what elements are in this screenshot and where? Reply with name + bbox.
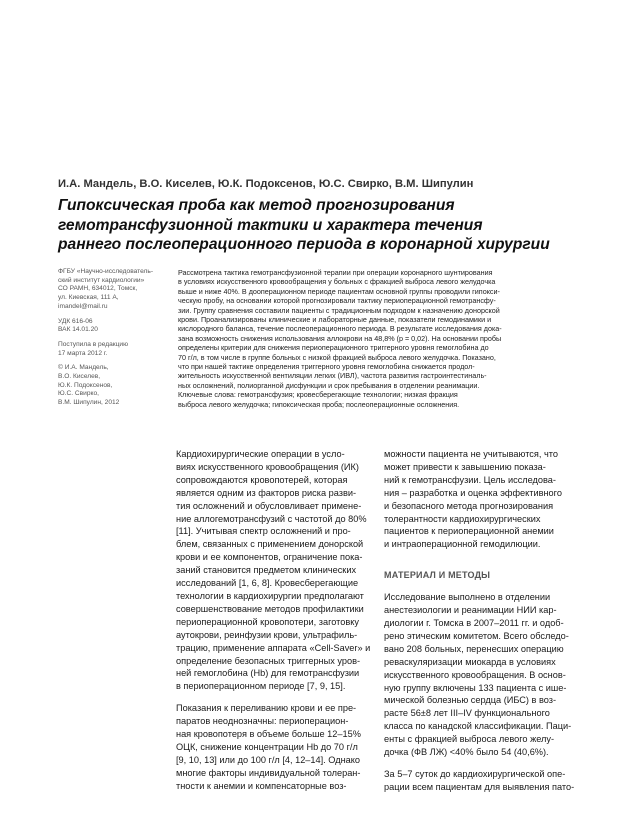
body-line: мической болезнью сердца (ИБС) в воз- xyxy=(384,695,557,706)
body-line: пациентов к периоперационной анемии xyxy=(384,526,554,537)
body-line: совершенствование методов профилактики xyxy=(176,603,364,614)
body-line: и безопасного метода прогнозирования xyxy=(384,500,554,511)
body-line: Исследование выполнено в отделении xyxy=(384,592,551,603)
abstract-line: выше и ниже 40%. В дооперационном периоде пациентам основной группы проводили гипокси- xyxy=(178,286,500,296)
abstract-line: крови. Проанализированы клинические и лабораторные данные, показатели гемодинамики и xyxy=(178,315,492,325)
copyright-line: Ю.К. Подоксенов, xyxy=(58,381,113,389)
article-abstract xyxy=(178,268,596,409)
body-line: вано 208 больных, перенесших операцию xyxy=(384,643,564,654)
abstract-line: зии. Группу сравнения составили пациенты с традиционным подходом к назначению донорской xyxy=(178,305,500,315)
body-line: трацию, применение аппарата «Cell-Saver» и xyxy=(176,642,371,653)
body-line: За 5–7 суток до кардиохирургической опе- xyxy=(384,768,566,779)
body-line: многие факторы индивидуальной толеран- xyxy=(176,767,361,778)
abstract-line: жительность искусственной вентиляции легких (ИВЛ), частота развития гастроинтестиналь- xyxy=(178,371,487,381)
abstract-line: ных осложнений, полиорганной дисфункции и срок пребывания в отделении реанимации. xyxy=(178,380,480,390)
abstract-line: зана возможность снижения использования аллокрови на 48,8% (p = 0,02). На основании пробы xyxy=(178,333,502,343)
abstract-line: кислородного баланса, течение послеоперационного периода. В результате исследования дока- xyxy=(178,324,502,334)
body-line: технологии в кардиохирургии предполагают xyxy=(176,590,364,601)
body-line: рации всем пациентам для выявления пато- xyxy=(384,781,575,792)
received-line: Поступила в редакцию xyxy=(58,340,129,348)
body-line: заний становится предметом клинических xyxy=(176,565,357,576)
affiliation-line: ФГБУ «Научно-исследователь- xyxy=(58,268,154,275)
body-line: блем, связанных с применением донорской xyxy=(176,539,364,550)
body-column-right xyxy=(384,448,574,794)
author-email[interactable]: imandel@mail.ru xyxy=(58,302,108,310)
body-line: сопровождаются кровопотерей, которая xyxy=(176,474,348,485)
body-line: может привести к завышению показа- xyxy=(384,461,546,472)
body-column-left xyxy=(176,448,371,793)
body-line: енты с фракцией выброса левого желу- xyxy=(384,734,555,745)
body-line: тия осложнений и обусловливает примене- xyxy=(176,500,362,511)
body-line: [11]. Учитывая спектр осложнений и про- xyxy=(176,526,351,537)
body-line: искусственного кровообращения. В основ- xyxy=(384,669,566,680)
body-line: Кардиохирургические операции в усло- xyxy=(176,449,345,459)
body-line: паратов неоднозначны: периоперацион- xyxy=(176,716,349,727)
abstract-line: 70 г/л, в том числе в группе больных с низкой фракцией выброса левого желудочка. Показано, xyxy=(178,352,496,362)
abstract-line: ческую пробу, на основании которой прогнозировали тактику периоперационной гемотрансфу- xyxy=(178,296,496,306)
copyright-line: © И.А. Мандель, xyxy=(58,364,109,372)
copyright-line: Ю.С. Свирко, xyxy=(58,390,99,398)
body-line: класса по канадской классификации. Паци- xyxy=(384,721,572,732)
body-line: ния – разработка и оценка эффективного xyxy=(384,487,562,498)
body-line: тности к анемии и компенсаторные воз- xyxy=(176,780,347,791)
affiliation-line: СО РАМН, 634012, Томск, xyxy=(58,285,138,293)
body-line: реваскуляризации миокарда в условиях xyxy=(384,656,556,667)
body-line: ней гемоглобина (Hb) для гемотрансфузии xyxy=(176,668,360,679)
body-line: ОЦК, снижение концентрации Hb до 70 г/л xyxy=(176,741,358,752)
body-line: аутокрови, реинфузии крови, ультрафиль- xyxy=(176,629,358,640)
abstract-line: что при нашей тактике определения триггерного уровня гемоглобина снижается продол- xyxy=(178,362,475,372)
vak-code: ВАК 14.01.20 xyxy=(58,326,98,334)
abstract-line: Рассмотрена тактика гемотрансфузионной терапии при операции коронарного шунтирования xyxy=(178,268,493,277)
body-line: ний к гемотрансфузии. Цель исследова- xyxy=(384,474,556,485)
article-meta-sidebar xyxy=(58,268,166,408)
body-line: в периоперационном периоде [7, 9, 15]. xyxy=(176,681,346,692)
article-title xyxy=(58,196,598,255)
body-line: крови и ее компонентов, ограничение пока- xyxy=(176,552,363,563)
udk-code: УДК 616-06 xyxy=(58,317,93,325)
affiliation-line: ский институт кардиологии» xyxy=(58,276,145,284)
body-line: Показания к переливанию крови и ее пре- xyxy=(176,703,357,714)
body-line: является одним из факторов риска разви- xyxy=(176,487,357,498)
title-line: раннего послеоперационного периода в коронарной хирургии xyxy=(58,236,550,253)
body-line: дочка (ФВ ЛЖ) <40% было 54 (40,6%). xyxy=(384,747,549,758)
title-line: Гипоксическая проба как метод прогнозирования xyxy=(58,197,455,214)
abstract-line: определены критерии для снижения периоперационного триггерного уровня гемоглобина до xyxy=(178,343,489,353)
copyright-line: В.М. Шипулин, 2012 xyxy=(58,399,120,407)
body-line: периоперационной кровопотери, заготовку xyxy=(176,616,359,627)
body-line: [9, 10, 13] или до 100 г/л [4, 12–14]. Однако xyxy=(176,754,361,765)
abstract-line: в условиях искусственного кровообращения у больных с фракцией выброса левого желудочка xyxy=(178,277,496,287)
body-line: расте 56±8 лет III–IV функционального xyxy=(384,708,550,719)
copyright-line: В.О. Киселев, xyxy=(58,373,101,381)
body-line: анестезиологии и реанимации НИИ кар- xyxy=(384,605,557,616)
body-line: можности пациента не учитываются, что xyxy=(384,449,558,459)
section-heading: МАТЕРИАЛ И МЕТОДЫ xyxy=(384,570,491,581)
body-line: рено этическим комитетом. Всего обследо- xyxy=(384,630,569,641)
body-line: определение безопасных триггерных уров- xyxy=(176,655,361,666)
body-line: ную группу включены 133 пациента с ише- xyxy=(384,682,567,693)
body-line: ние аллогемотрансфузий с частотой до 80% xyxy=(176,513,367,524)
body-line: исследований [1, 6, 8]. Кровесберегающие xyxy=(176,578,359,589)
title-line: гемотрансфузионной тактики и характера течения xyxy=(58,216,483,234)
keywords-line: Ключевые слова: гемотрансфузия; кровесберегающие технологии; низкая фракция xyxy=(178,390,458,400)
keywords-line: выброса левого желудочка; гипоксическая проба; послеоперационные осложнения. xyxy=(178,399,460,409)
body-line: ная кровопотеря в объеме больше 12–15% xyxy=(176,729,361,740)
article-authors: И.А. Мандель, В.О. Киселев, Ю.К. Подоксенов, Ю.С. Свирко, В.М. Шипулин xyxy=(58,178,474,190)
body-line: диологии г. Томска в 2007–2011 гг. и одоб- xyxy=(384,617,564,628)
body-line: и интраоперационной гемодилюции. xyxy=(384,539,541,550)
body-line: виях искусственного кровообращения (ИК) xyxy=(176,461,359,472)
body-line: толерантности кардиохирургических xyxy=(384,513,541,524)
received-date: 17 марта 2012 г. xyxy=(58,349,108,357)
affiliation-line: ул. Киевская, 111 А, xyxy=(58,294,119,302)
